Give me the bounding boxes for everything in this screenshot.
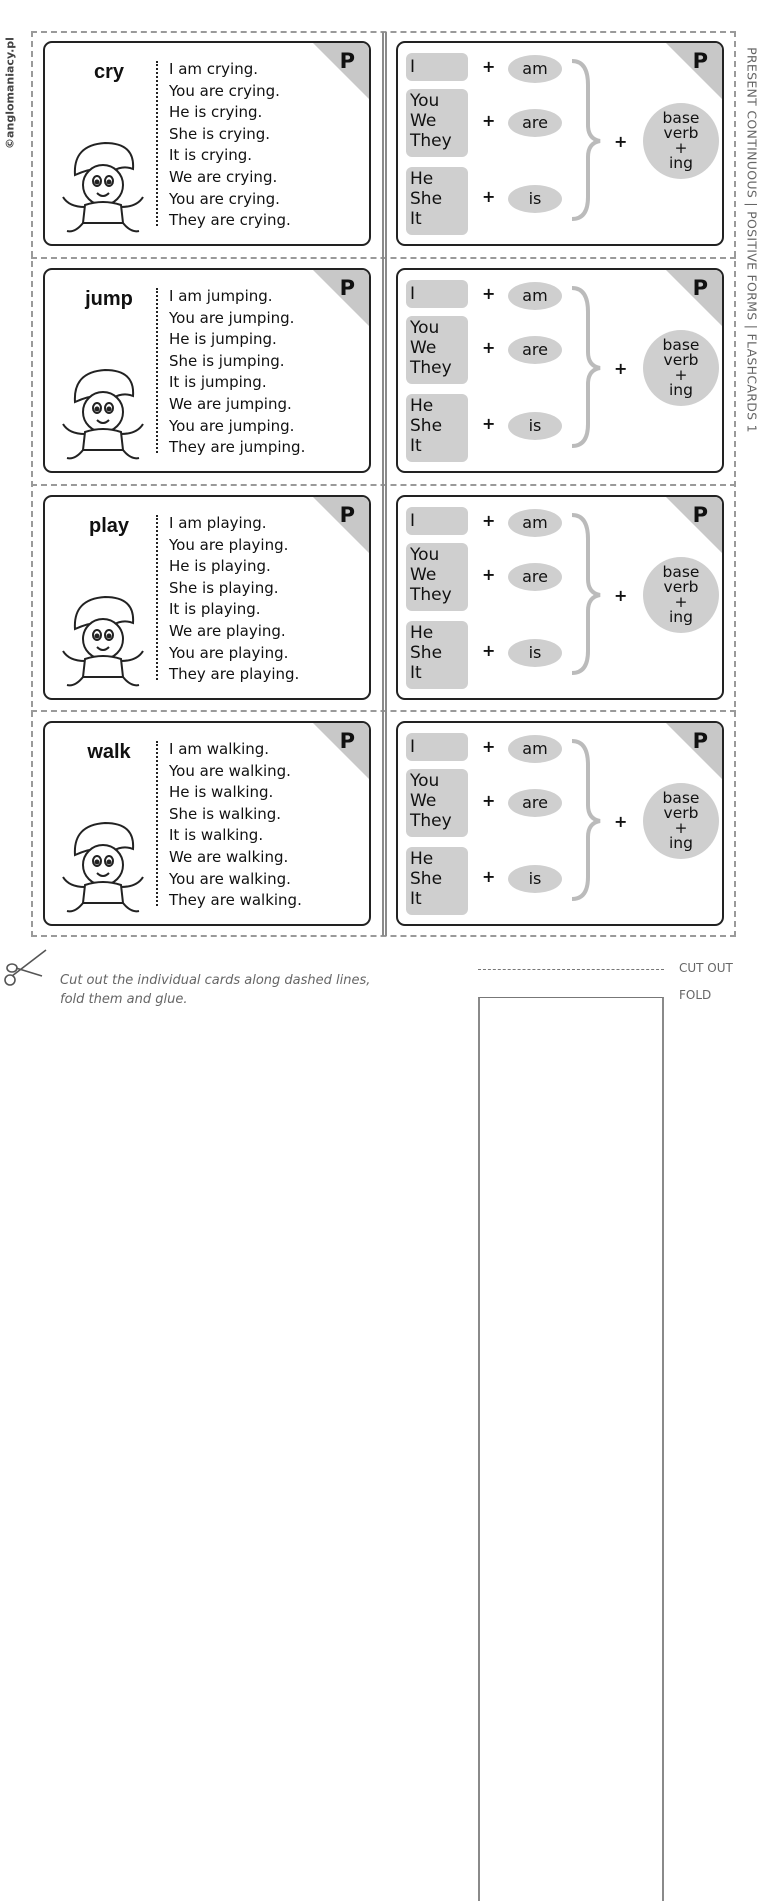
sentence: You are crying. xyxy=(169,81,280,100)
formula-word: + xyxy=(674,139,688,157)
sentence-card-cry xyxy=(43,41,371,246)
verb-title: play xyxy=(88,515,130,537)
subject-pronouns: He She It xyxy=(406,394,468,462)
subject-pronouns: I xyxy=(406,280,468,308)
formula-word: verb xyxy=(663,351,699,369)
plus-sign: + xyxy=(482,284,496,303)
sentence-list xyxy=(169,59,291,232)
formula-word: ing xyxy=(669,608,693,626)
auxiliary-verb: are xyxy=(508,109,562,137)
sentence: He is jumping. xyxy=(169,330,277,349)
plus-sign: + xyxy=(482,511,496,530)
sentence: He is walking. xyxy=(169,783,274,802)
dotted-divider xyxy=(156,741,158,906)
sentence: It is playing. xyxy=(169,600,261,619)
auxiliary-verb: am xyxy=(508,509,562,537)
plus-sign: + xyxy=(482,867,496,886)
sentence-card-jump xyxy=(43,268,371,473)
plus-sign: + xyxy=(482,565,496,584)
subject-pronouns: You We They xyxy=(406,769,468,837)
formula-word: base xyxy=(662,563,700,581)
auxiliary-verb: is xyxy=(508,639,562,667)
formula-card-walk xyxy=(396,721,724,926)
auxiliary-verb: is xyxy=(508,865,562,893)
sentence: I am crying. xyxy=(169,60,259,78)
sentence-card-play xyxy=(43,495,371,700)
sentence: You are playing. xyxy=(169,535,289,554)
sentence-list xyxy=(169,739,302,912)
positive-badge: P xyxy=(692,276,708,300)
curly-brace xyxy=(568,282,608,452)
formula-word: base xyxy=(662,336,700,354)
sentence: I am jumping. xyxy=(169,287,273,305)
positive-badge: P xyxy=(339,276,355,300)
subject-pronouns: You We They xyxy=(406,316,468,384)
subject-pronouns: He She It xyxy=(406,621,468,689)
formula-word: verb xyxy=(663,804,699,822)
verb-title: cry xyxy=(93,61,125,83)
subject-pronouns: He She It xyxy=(406,847,468,915)
sentence: It is jumping. xyxy=(169,373,267,392)
subject-pronouns: I xyxy=(406,733,468,761)
subject-pronouns: I xyxy=(406,507,468,535)
formula-card-play xyxy=(396,495,724,700)
plus-sign: + xyxy=(614,359,628,378)
formula-word: verb xyxy=(663,124,699,142)
sentence: I am walking. xyxy=(169,740,270,758)
fold-legend-label: FOLD xyxy=(679,988,712,1002)
smurf-illustration xyxy=(53,362,149,466)
sentence: He is playing. xyxy=(169,557,271,576)
auxiliary-verb: are xyxy=(508,336,562,364)
sentence: You are crying. xyxy=(169,189,280,208)
subject-pronouns: He She It xyxy=(406,167,468,235)
formula-card-cry xyxy=(396,41,724,246)
plus-sign: + xyxy=(482,57,496,76)
positive-badge: P xyxy=(692,729,708,753)
positive-badge: P xyxy=(339,729,355,753)
sentence: We are walking. xyxy=(169,847,289,866)
sentence-list xyxy=(169,513,299,686)
smurf-illustration xyxy=(53,815,149,919)
sentence-list xyxy=(169,286,305,459)
sentence: We are jumping. xyxy=(169,394,292,413)
plus-sign: + xyxy=(614,586,628,605)
sentence-card-walk xyxy=(43,721,371,926)
sentence: They are walking. xyxy=(169,891,302,910)
sentence: She is playing. xyxy=(169,578,279,597)
sentence: We are crying. xyxy=(169,167,278,186)
base-verb-ing xyxy=(643,557,719,633)
plus-sign: + xyxy=(482,111,496,130)
smurf-illustration xyxy=(53,135,149,239)
subject-pronouns: I xyxy=(406,53,468,81)
verb-title: jump xyxy=(85,288,133,310)
plus-sign: + xyxy=(482,641,496,660)
auxiliary-verb: are xyxy=(508,563,562,591)
sentence: You are jumping. xyxy=(169,308,295,327)
subject-pronouns: You We They xyxy=(406,543,468,611)
positive-badge: P xyxy=(692,503,708,527)
scissors-icon xyxy=(2,946,50,990)
formula-word: base xyxy=(662,789,700,807)
sentence: She is jumping. xyxy=(169,351,285,370)
auxiliary-verb: are xyxy=(508,789,562,817)
plus-sign: + xyxy=(614,812,628,831)
formula-word: ing xyxy=(669,154,693,172)
cut-legend-label: CUT OUT xyxy=(679,961,733,975)
base-verb-ing xyxy=(643,783,719,859)
formula-word: verb xyxy=(663,578,699,596)
positive-badge: P xyxy=(692,49,708,73)
base-verb-ing xyxy=(643,330,719,406)
sentence: They are playing. xyxy=(169,665,300,684)
instructions: Cut out the individual cards along dashed lines, fold them and glue. xyxy=(60,973,371,1007)
formula-card-jump xyxy=(396,268,724,473)
fold-legend-line xyxy=(478,997,664,1901)
plus-sign: + xyxy=(482,414,496,433)
base-verb-ing xyxy=(643,103,719,179)
formula-word: + xyxy=(674,366,688,384)
sentence: We are playing. xyxy=(169,621,286,640)
smurf-illustration xyxy=(53,589,149,693)
plus-sign: + xyxy=(482,187,496,206)
sentence: You are walking. xyxy=(169,761,291,780)
formula-word: + xyxy=(674,593,688,611)
worksheet-title: PRESENT CONTINUOUS | POSITIVE FORMS | FLASHCARDS 1 xyxy=(744,47,760,433)
auxiliary-verb: am xyxy=(508,55,562,83)
plus-sign: + xyxy=(614,132,628,151)
sentence: It is walking. xyxy=(169,826,264,845)
sentence: He is crying. xyxy=(169,103,263,122)
positive-badge: P xyxy=(339,503,355,527)
sentence: You are playing. xyxy=(169,643,289,662)
auxiliary-verb: am xyxy=(508,282,562,310)
sentence: You are jumping. xyxy=(169,416,295,435)
sentence: She is crying. xyxy=(169,124,271,143)
verb-title: walk xyxy=(87,741,131,763)
copyright-notice: ©anglomaniacy.pl xyxy=(3,37,17,149)
dotted-divider xyxy=(156,515,158,680)
fold-line xyxy=(382,32,387,936)
sentence: She is walking. xyxy=(169,804,282,823)
sentence: They are crying. xyxy=(169,211,291,230)
dotted-divider xyxy=(156,61,158,226)
sentence: I am playing. xyxy=(169,514,267,532)
sentence: They are jumping. xyxy=(169,438,306,457)
formula-word: ing xyxy=(669,834,693,852)
curly-brace xyxy=(568,55,608,225)
positive-badge: P xyxy=(339,49,355,73)
sentence: It is crying. xyxy=(169,146,253,165)
formula-word: base xyxy=(662,109,700,127)
curly-brace xyxy=(568,509,608,679)
auxiliary-verb: am xyxy=(508,735,562,763)
plus-sign: + xyxy=(482,338,496,357)
plus-sign: + xyxy=(482,737,496,756)
formula-word: ing xyxy=(669,381,693,399)
sentence: You are walking. xyxy=(169,869,291,888)
auxiliary-verb: is xyxy=(508,185,562,213)
plus-sign: + xyxy=(482,791,496,810)
dotted-divider xyxy=(156,288,158,453)
auxiliary-verb: is xyxy=(508,412,562,440)
cut-legend-line xyxy=(478,969,664,970)
formula-word: + xyxy=(674,819,688,837)
subject-pronouns: You We They xyxy=(406,89,468,157)
curly-brace xyxy=(568,735,608,905)
